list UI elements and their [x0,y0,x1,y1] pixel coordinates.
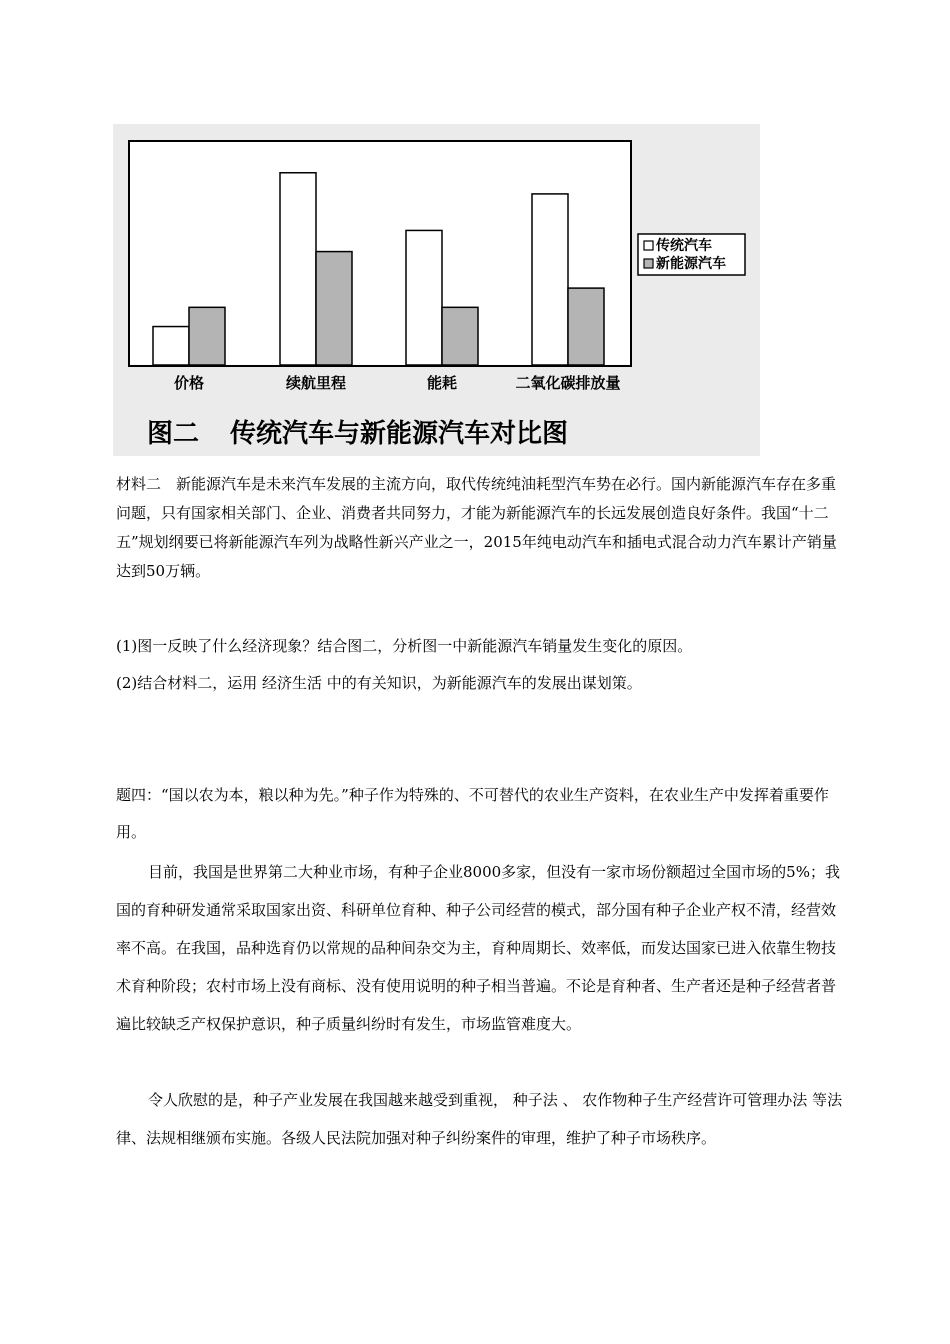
topic-four-intro-text: “国以农为本，粮以种为先。”种子作为特殊的、不可替代的农业生产资料，在农业生产中发挥着重要作用。 [116,786,829,841]
bar-traditional-0 [153,327,189,365]
bar-new-energy-0 [189,307,225,365]
bar-new-energy-1 [316,252,352,365]
question-2: (2)结合材料二，运用 经济生活 中的有关知识，为新能源汽车的发展出谋划策。 [116,674,642,692]
x-tick-label: 续航里程 [285,374,347,392]
legend-swatch-1 [644,259,653,268]
x-tick-label: 能耗 [426,374,458,392]
question-1: (1)图一反映了什么经济现象？结合图二，分析图一中新能源汽车销量发生变化的原因。 [116,637,693,655]
topic-four-paragraph-2: 令人欣慰的是，种子产业发展在我国越来越受到重视， 种子法 、 农作物种子生产经营许可管理办法 等法律、法规相继颁布实施。各级人民法院加强对种子纠纷案件的审理，维护了种子市场秩序。 [116,1091,843,1147]
topic-four-intro [116,777,846,851]
bar-traditional-3 [532,194,568,365]
x-tick-label: 价格 [173,374,205,392]
material-two-label: 材料二 [116,475,162,493]
legend-label-0: 传统汽车 [656,238,712,254]
figure-label: 图二 [147,419,200,449]
x-tick-label: 二氧化碳排放量 [515,374,621,392]
topic-four-label: 题四： [116,786,162,804]
bar-new-energy-2 [442,307,478,365]
bar-traditional-1 [280,173,316,365]
chart-title: 传统汽车与新能源汽车对比图 [230,419,569,449]
bar-new-energy-3 [568,288,604,365]
material-two [116,470,846,586]
topic-four-paragraph-1: 目前，我国是世界第二大种业市场，有种子企业8000多家，但没有一家市场份额超过全国市场的5%；我国的育种研发通常采取国家出资、科研单位育种、种子公司经营的模式，部分国有种子企业产权不清，经营效率不高。在我国，品种选育仍以常规的品种间杂交为主，育种周期长、效率低，而发达国家已进入依靠生物技术育种阶段；农村市场上没有商标、没有使用说明的种子相当普遍。不论是育种者、生产者还是种子经营者普遍比较缺乏产权保护意识，种子质量纠纷时有发生，市场监管难度大。 [116,863,840,1033]
legend-label-1: 新能源汽车 [656,256,726,272]
comparison-chart [113,124,760,456]
material-two-text: 新能源汽车是未来汽车发展的主流方向，取代传统纯油耗型汽车势在必行。国内新能源汽车存在多重问题，只有国家相关部门、企业、消费者共同努力，才能为新能源汽车的长远发展创造良好条件。我国“十二五”规划纲要已将新能源汽车列为战略性新兴产业之一，2015年纯电动汽车和插电式混合动力汽车累计产销量达到50万辆。 [116,475,837,580]
bar-traditional-2 [406,230,442,365]
legend-swatch-0 [644,241,653,250]
comparison-chart-figure [113,124,760,456]
